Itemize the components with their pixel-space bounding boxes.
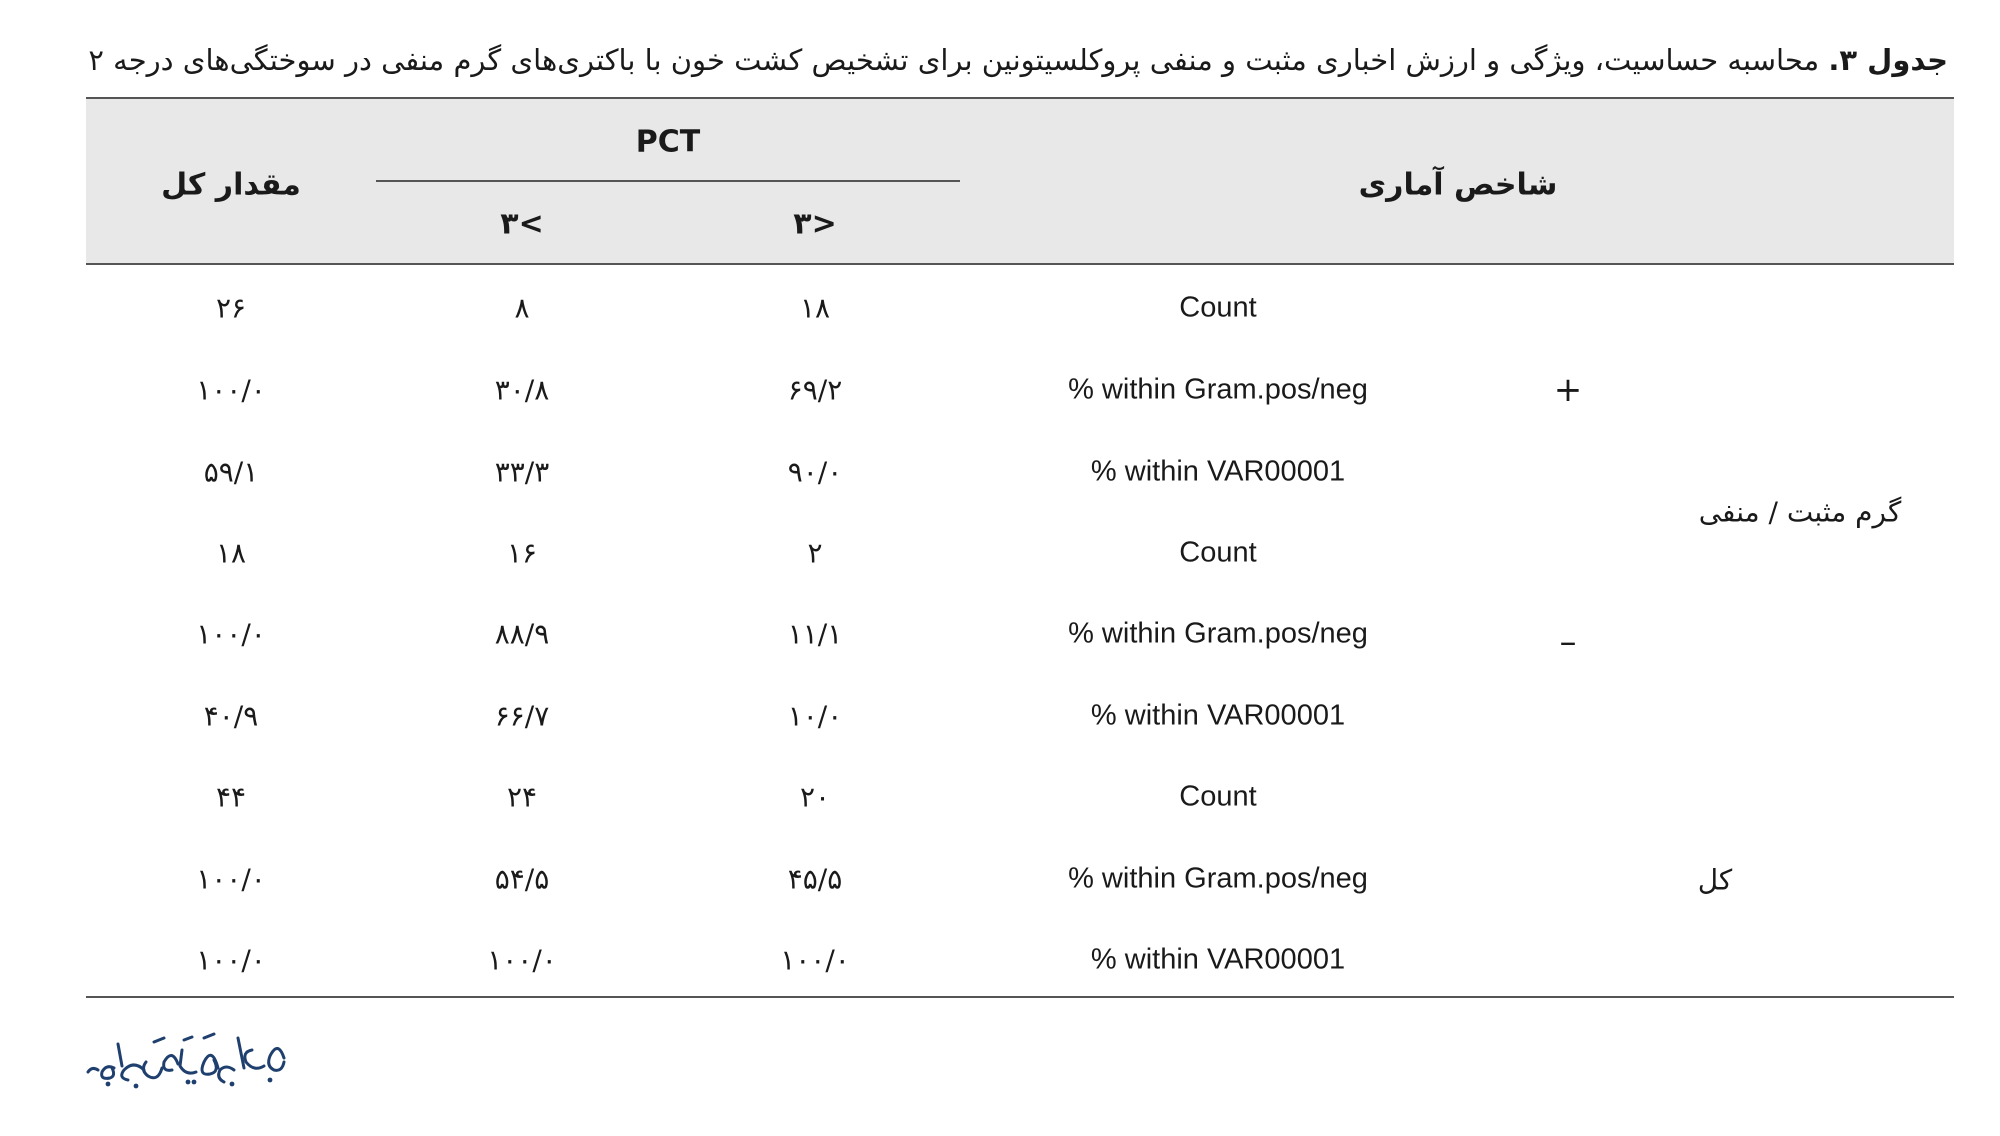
cell-total: ۱۰۰/۰ [196, 617, 266, 651]
cell-stat: % within Gram.pos/neg [1068, 862, 1368, 895]
group-total-label: کل [1697, 863, 1733, 897]
cell-total: ۴۰/۹ [203, 699, 259, 733]
cell-total: ۱۰۰/۰ [196, 943, 266, 977]
cell-stat: % within VAR00001 [1090, 943, 1346, 976]
cell-pct-low: ۱۰۰/۰ [780, 943, 850, 977]
cell-pct-high: ۲۴ [506, 780, 538, 814]
cell-total: ۱۸ [215, 536, 247, 570]
cell-stat: % within Gram.pos/neg [1068, 617, 1368, 650]
header-pct-low: ۳> [793, 206, 837, 242]
cell-pct-high: ۸۸/۹ [494, 617, 550, 651]
header-pct: PCT [635, 124, 701, 160]
header-stat-index: شاخص آماری [1358, 167, 1558, 203]
table-header-rule [86, 263, 1954, 265]
table-bottom-rule [86, 996, 1954, 998]
cell-stat: % within Gram.pos/neg [1068, 373, 1368, 406]
cell-stat: Count [1179, 780, 1257, 813]
cell-stat: Count [1179, 291, 1257, 324]
cell-total: ۱۰۰/۰ [196, 373, 266, 407]
cell-total: ۲۶ [215, 291, 247, 325]
journal-logo-text: مجله دانشگاه علوم پزشکی گیلان [84, 1018, 98, 1019]
cell-stat: Count [1179, 536, 1257, 569]
cell-pct-low: ۴۵/۵ [787, 862, 843, 896]
cell-pct-low: ۲۰ [799, 780, 831, 814]
cell-pct-high: ۳۳/۳ [494, 455, 550, 489]
pct-span-rule [376, 180, 960, 182]
cell-pct-low: ۶۹/۲ [787, 373, 843, 407]
group-negative-sign: – [1559, 622, 1577, 662]
cell-stat: % within VAR00001 [1090, 699, 1346, 732]
cell-pct-high: ۱۰۰/۰ [487, 943, 557, 977]
cell-total: ۴۴ [215, 780, 247, 814]
group-positive-sign: + [1553, 370, 1583, 410]
group-gram-label: گرم مثبت / منفی [1698, 495, 1902, 529]
cell-pct-low: ۱۸ [799, 291, 831, 325]
header-total: مقدار کل [161, 167, 301, 203]
caption-text: محاسبه حساسیت، ویژگی و ارزش اخباری مثبت و منفی پروکلسیتونین برای تشخیص کشت خون با باکتری‌های گرم منفی در سوختگی‌های درجه ۲ [88, 43, 1820, 77]
cell-pct-high: ۳۰/۸ [494, 373, 550, 407]
cell-pct-high: ۶۶/۷ [494, 699, 550, 733]
cell-pct-low: ۱۰/۰ [787, 699, 843, 733]
cell-stat: % within VAR00001 [1090, 455, 1346, 488]
cell-pct-high: ۱۶ [506, 536, 538, 570]
cell-total: ۱۰۰/۰ [196, 862, 266, 896]
table-caption [90, 38, 1948, 82]
cell-pct-low: ۹۰/۰ [787, 455, 843, 489]
journal-logo [84, 1018, 294, 1098]
table-header-background [86, 99, 1954, 263]
table-top-rule [86, 97, 1954, 99]
cell-pct-low: ۱۱/۱ [787, 617, 843, 651]
cell-total: ۵۹/۱ [203, 455, 259, 489]
cell-pct-high: ۵۴/۵ [494, 862, 550, 896]
cell-pct-low: ۲ [807, 536, 823, 570]
cell-pct-high: ۸ [514, 291, 530, 325]
header-pct-high: ۳< [500, 206, 544, 242]
caption-label: جدول ۳. [1828, 43, 1948, 77]
